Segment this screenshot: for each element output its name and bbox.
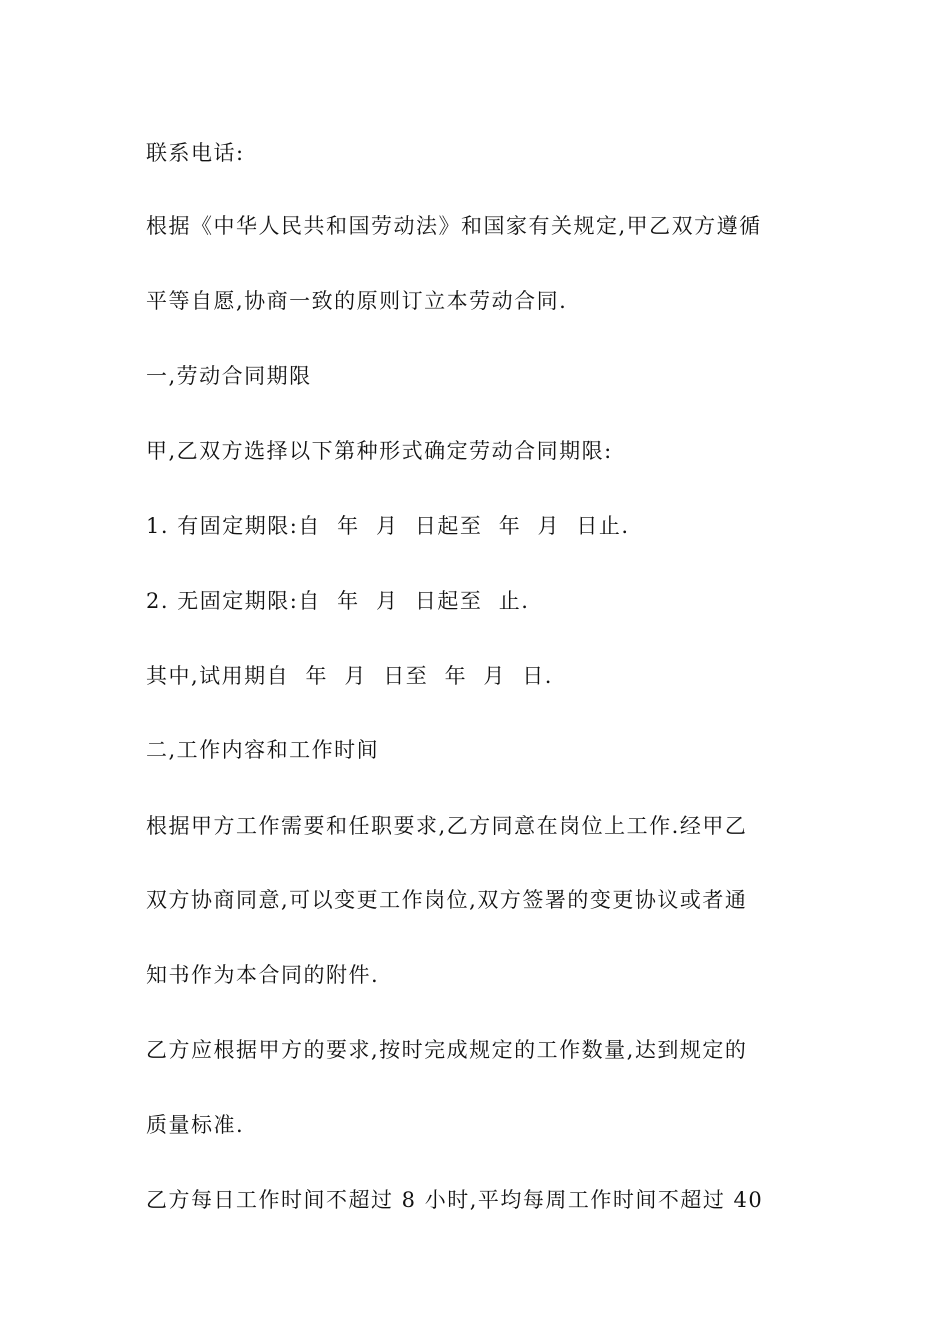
- paragraph-line: 根据甲方工作需要和任职要求,乙方同意在岗位上工作.经甲乙: [146, 814, 748, 838]
- list-item-open-term: 2. 无固定期限:自 年 月 日起至 止.: [146, 589, 530, 613]
- paragraph-line: 乙方每日工作时间不超过 8 小时,平均每周工作时间不超过 40: [146, 1188, 764, 1212]
- paragraph-line: 乙方应根据甲方的要求,按时完成规定的工作数量,达到规定的: [146, 1038, 748, 1062]
- paragraph-line: 质量标准.: [146, 1113, 245, 1137]
- paragraph-line: 甲,乙双方选择以下第种形式确定劳动合同期限:: [146, 439, 613, 463]
- preamble-line-2: 平等自愿,协商一致的原则订立本劳动合同.: [146, 289, 568, 313]
- paragraph-line: 双方协商同意,可以变更工作岗位,双方签署的变更协议或者通: [146, 888, 748, 912]
- probation-period-line: 其中,试用期自 年 月 日至 年 月 日.: [146, 664, 553, 688]
- section-heading-contract-term: 一,劳动合同期限: [146, 364, 312, 388]
- list-item-fixed-term: 1. 有固定期限:自 年 月 日起至 年 月 日止.: [146, 514, 630, 538]
- paragraph-line: 知书作为本合同的附件.: [146, 963, 380, 987]
- preamble-line-1: 根据《中华人民共和国劳动法》和国家有关规定,甲乙双方遵循: [146, 214, 762, 238]
- contact-phone-label: 联系电话:: [146, 141, 245, 165]
- section-heading-work-content: 二,工作内容和工作时间: [146, 738, 380, 762]
